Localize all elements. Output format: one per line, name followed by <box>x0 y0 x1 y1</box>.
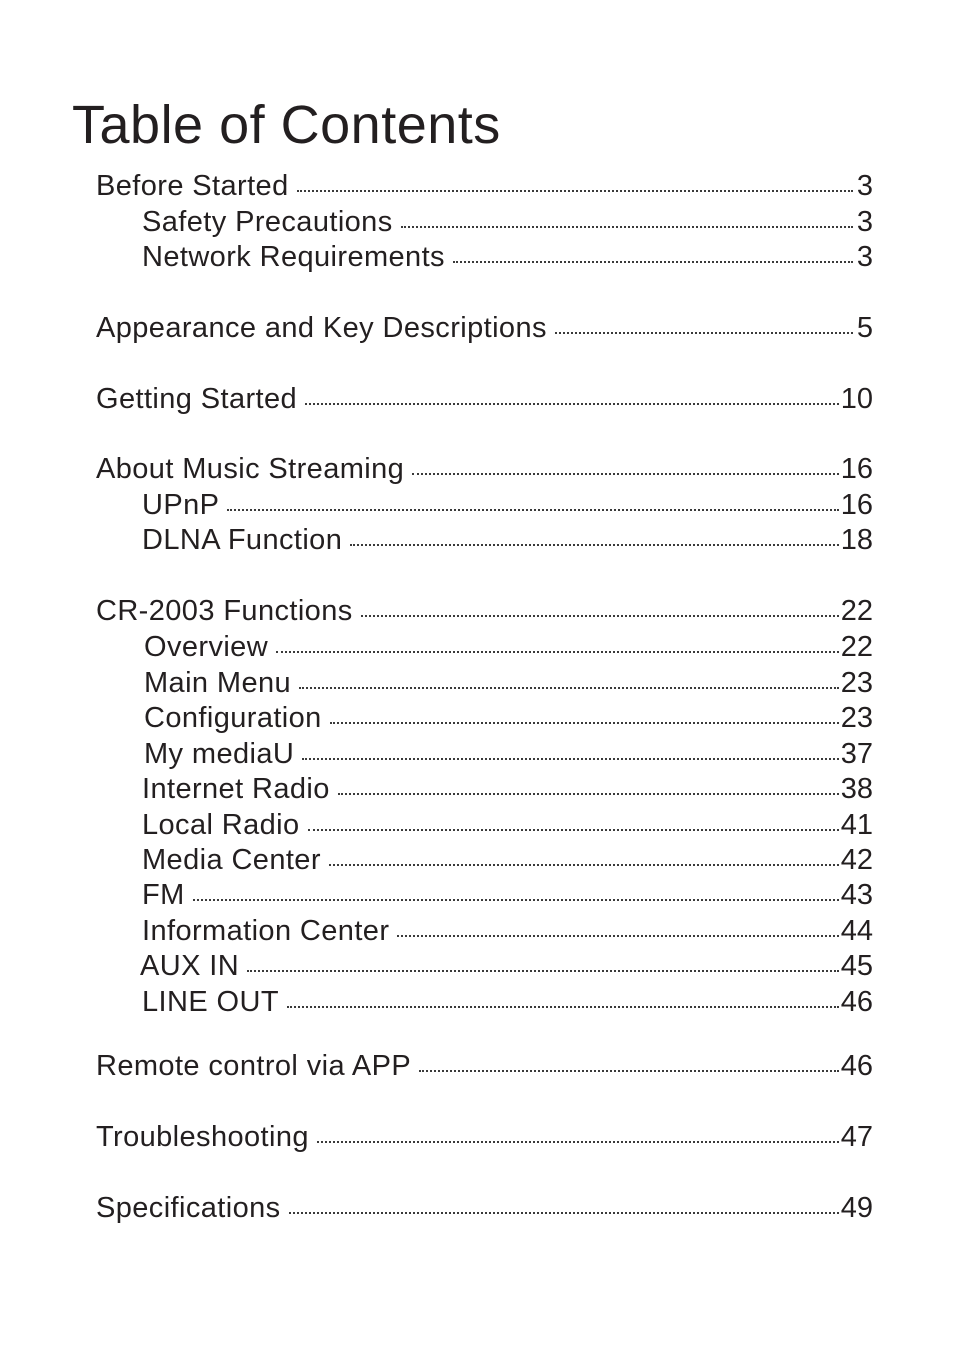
toc-entry-page-number: 47 <box>840 1121 873 1153</box>
dot-leader <box>419 1069 839 1072</box>
toc-entry-network-requirements[interactable] <box>142 239 873 275</box>
toc-entry-label: Internet Radio <box>142 773 330 805</box>
toc-entry-page-number: 22 <box>840 631 873 663</box>
toc-entry-page-number: 46 <box>840 986 873 1018</box>
dot-leader <box>329 863 839 866</box>
dot-leader <box>305 402 839 405</box>
toc-entry-label: LINE OUT <box>142 986 279 1018</box>
toc-entry-safety-precautions[interactable] <box>142 204 873 240</box>
toc-entry-label: Local Radio <box>142 809 300 841</box>
toc-entry-page-number: 44 <box>840 915 873 947</box>
toc-entry-page-number: 37 <box>840 738 873 770</box>
dot-leader <box>247 969 839 972</box>
toc-entry-appearance-and-key-descriptions[interactable] <box>96 310 873 346</box>
toc-entry-page-number: 3 <box>856 170 873 202</box>
toc-entry-page-number: 22 <box>840 595 873 627</box>
dot-leader <box>412 472 839 475</box>
dot-leader <box>350 543 838 546</box>
dot-leader <box>330 721 839 724</box>
toc-entry-label: Main Menu <box>144 667 292 699</box>
dot-leader <box>397 934 838 937</box>
dot-leader <box>361 614 839 617</box>
page-title: Table of Contents <box>72 95 501 155</box>
toc-entry-label: Overview <box>144 631 269 663</box>
toc-entry-cr-2003-functions[interactable] <box>96 593 873 629</box>
toc-entry-line-out[interactable] <box>142 984 873 1020</box>
dot-leader <box>308 828 839 831</box>
dot-leader <box>453 260 853 263</box>
toc-entry-page-number: 46 <box>840 1050 873 1082</box>
toc-entry-label: DLNA Function <box>142 524 343 556</box>
toc-entry-label: Media Center <box>142 844 321 876</box>
toc-entry-page-number: 5 <box>856 312 873 344</box>
dot-leader <box>302 757 838 760</box>
toc-entry-page-number: 10 <box>840 383 873 415</box>
toc-entry-troubleshooting[interactable] <box>96 1119 873 1155</box>
toc-entry-media-center[interactable] <box>142 842 873 878</box>
toc-entry-local-radio[interactable] <box>142 807 873 843</box>
toc-entry-label: CR-2003 Functions <box>96 595 353 627</box>
toc-entry-getting-started[interactable] <box>96 381 873 417</box>
toc-entry-internet-radio[interactable] <box>142 771 873 807</box>
toc-entry-label: Before Started <box>96 170 289 202</box>
toc-entry-page-number: 42 <box>840 844 873 876</box>
dot-leader <box>193 898 839 901</box>
dot-leader <box>287 1005 839 1008</box>
toc-entry-main-menu[interactable] <box>144 665 873 701</box>
toc-entry-page-number: 23 <box>840 667 873 699</box>
toc-entry-page-number: 43 <box>840 879 873 911</box>
dot-leader <box>317 1140 839 1143</box>
toc-entry-page-number: 49 <box>840 1192 873 1224</box>
dot-leader <box>401 225 853 228</box>
toc-entry-label: Remote control via APP <box>96 1050 412 1082</box>
toc-entry-page-number: 38 <box>840 773 873 805</box>
toc-entry-page-number: 16 <box>840 453 873 485</box>
toc-entry-label: Getting Started <box>96 383 298 415</box>
toc-entry-label: Troubleshooting <box>96 1121 309 1153</box>
toc-entry-label: Safety Precautions <box>142 206 393 238</box>
toc-entry-about-music-streaming[interactable] <box>96 451 873 487</box>
dot-leader <box>555 331 853 334</box>
dot-leader <box>289 1211 839 1214</box>
toc-entry-label: AUX IN <box>140 950 240 982</box>
toc-entry-page-number: 3 <box>856 206 873 238</box>
toc-entry-page-number: 16 <box>840 489 873 521</box>
toc-entry-label: Information Center <box>142 915 390 947</box>
toc-entry-label: Configuration <box>144 702 322 734</box>
toc-entry-label: Appearance and Key Descriptions <box>96 312 547 344</box>
toc-entry-page-number: 41 <box>840 809 873 841</box>
toc-entry-before-started[interactable] <box>96 168 873 204</box>
toc-entry-configuration[interactable] <box>144 700 873 736</box>
dot-leader <box>297 189 853 192</box>
toc-entry-specifications[interactable] <box>96 1190 873 1226</box>
toc-entry-fm[interactable] <box>142 877 873 913</box>
toc-entry-aux-in[interactable] <box>140 948 873 984</box>
dot-leader <box>299 686 839 689</box>
toc-entry-label: My mediaU <box>144 738 295 770</box>
toc-entry-my-mediau[interactable] <box>144 736 873 772</box>
toc-entry-upnp[interactable] <box>142 487 873 523</box>
toc-entry-dlna-function[interactable] <box>142 522 873 558</box>
toc-entry-label: FM <box>142 879 185 911</box>
dot-leader <box>227 508 838 511</box>
dot-leader <box>338 792 839 795</box>
toc-entry-remote-control-via-app[interactable] <box>96 1048 873 1084</box>
toc-entry-page-number: 45 <box>840 950 873 982</box>
dot-leader <box>276 650 839 653</box>
toc-entry-label: Specifications <box>96 1192 281 1224</box>
toc-entry-information-center[interactable] <box>142 913 873 949</box>
toc-entry-page-number: 18 <box>840 524 873 556</box>
toc-entry-label: About Music Streaming <box>96 453 405 485</box>
toc-entry-label: Network Requirements <box>142 241 445 273</box>
toc-entry-overview[interactable] <box>144 629 873 665</box>
toc-entry-page-number: 23 <box>840 702 873 734</box>
toc-entry-page-number: 3 <box>856 241 873 273</box>
toc-entry-label: UPnP <box>142 489 220 521</box>
